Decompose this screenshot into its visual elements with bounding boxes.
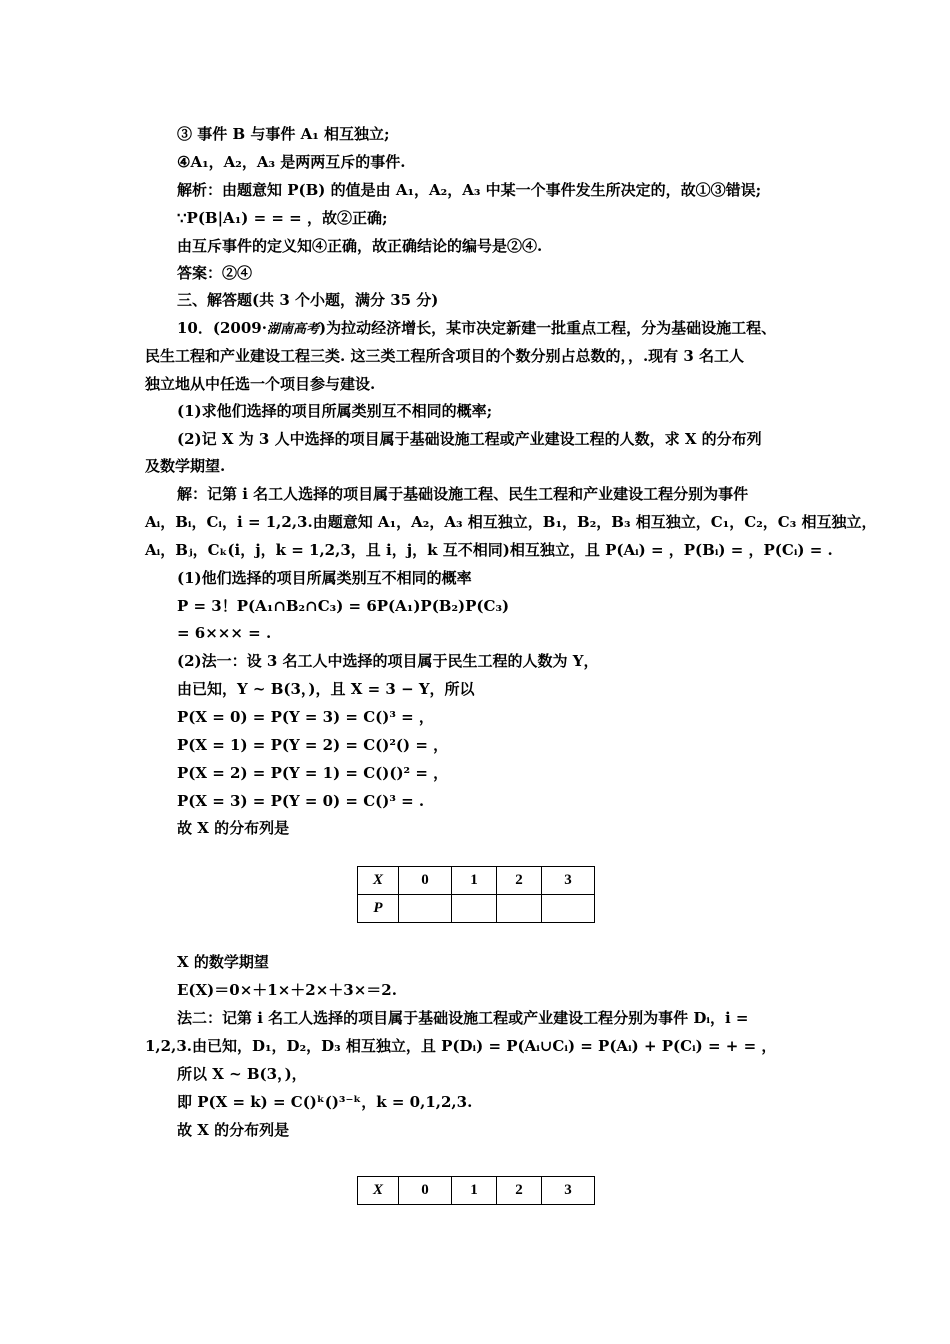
text-line: ∵P(B|A₁) = = = ，故②正确; [177, 209, 388, 227]
problem-10-first-line [177, 318, 776, 340]
text-line: 所以 X ~ B(3，)， [177, 1065, 307, 1083]
text-line: X 的数学期望 [177, 953, 269, 971]
table-cell: 1 [452, 1177, 497, 1205]
solution-line: 法二：记第 i 名工人选择的项目属于基础设施工程或产业建设工程分别为事件 Dᵢ，i = [177, 1009, 749, 1027]
distribution-table-1 [357, 866, 595, 923]
formula-line: P(X = 2) = P(Y = 1) = C()()² = ， [177, 764, 449, 782]
formula-line: P = 3！P(A₁∩B₂∩C₃) = 6P(A₁)P(B₂)P(C₃) [177, 597, 510, 615]
text-line: 由已知，Y ~ B(3，)，且 X = 3 − Y，所以 [177, 680, 475, 698]
formula-line: P(X = 0) = P(Y = 3) = C()³ = ， [177, 708, 434, 726]
table-cell: 2 [497, 867, 542, 895]
text-line: 民生工程和产业建设工程三类. 这三类工程所含项目的个数分别占总数的，，.现有 3 名工人 [145, 347, 745, 365]
table-cell [497, 895, 542, 923]
text-line: ④A₁，A₂，A₃ 是两两互斥的事件. [177, 153, 406, 171]
question-2: (2)记 X 为 3 人中选择的项目属于基础设施工程或产业建设工程的人数，求 X 的分布列 [177, 430, 762, 448]
text-line: (2)法一：设 3 名工人中选择的项目属于民生工程的人数为 Y， [177, 652, 599, 670]
table-cell: 2 [497, 1177, 542, 1205]
table-cell: 0 [399, 867, 452, 895]
formula-line: = 6××× = . [177, 624, 272, 642]
formula-line: P(X = 3) = P(Y = 0) = C()³ = . [177, 792, 425, 810]
table-cell: X [358, 1177, 399, 1205]
text-line: 及数学期望. [145, 457, 226, 475]
answer-line: 答案：②④ [177, 264, 253, 282]
question-1: (1)求他们选择的项目所属类别互不相同的概率; [177, 402, 493, 420]
text-line: Aᵢ，Bᵢ，Cᵢ，i = 1,2,3.由题意知 A₁，A₂，A₃ 相互独立，B₁，B₂，B₃ 相互独立，C₁，C₂，C₃ 相互独立， [145, 513, 877, 531]
table-cell: X [358, 867, 399, 895]
text-line: 故 X 的分布列是 [177, 1121, 290, 1139]
table-row [358, 895, 595, 923]
formula-line: E(X)＝0×＋1×＋2×＋3×＝2. [177, 981, 397, 999]
text-line: 故 X 的分布列是 [177, 819, 290, 837]
table-row [358, 867, 595, 895]
table-cell [542, 895, 595, 923]
text-line: 独立地从中任选一个项目参与建设. [145, 375, 376, 393]
table-row [358, 1177, 595, 1205]
section-heading: 三、解答题(共 3 个小题，满分 35 分) [177, 291, 439, 309]
solution-line: 解：记第 i 名工人选择的项目属于基础设施工程、民生工程和产业建设工程分别为事件 [177, 485, 749, 503]
table-cell: 1 [452, 867, 497, 895]
formula-line: P(X = 1) = P(Y = 2) = C()²() = ， [177, 736, 449, 754]
text-line: 1,2,3.由已知，D₁，D₂，D₃ 相互独立，且 P(Dᵢ) = P(Aᵢ∪Cᵢ) = P(Aᵢ) + P(Cᵢ) = + = ， [145, 1037, 777, 1055]
table-cell: 0 [399, 1177, 452, 1205]
text-line: 由互斥事件的定义知④正确，故正确结论的编号是②④. [177, 237, 543, 255]
text-line: Aᵢ，Bⱼ，Cₖ(i，j，k = 1,2,3，且 i，j，k 互不相同)相互独立，且 P(Aᵢ) = ，P(Bᵢ) = ，P(Cᵢ) = . [145, 541, 833, 559]
distribution-table-2 [357, 1176, 595, 1205]
problem-text: )为拉动经济增长，某市决定新建一批重点工程，分为基础设施工程、 [318, 319, 777, 337]
table-cell: P [358, 895, 399, 923]
text-line: 解析：由题意知 P(B) 的值是由 A₁，A₂，A₃ 中某一个事件发生所决定的，故①③错误; [177, 181, 762, 199]
problem-number: 10．(2009· [177, 319, 267, 337]
text-line: ③ 事件 B 与事件 A₁ 相互独立; [177, 125, 390, 143]
table-cell [399, 895, 452, 923]
table-cell: 3 [542, 1177, 595, 1205]
formula-line: 即 P(X = k) = C()ᵏ()³⁻ᵏ，k = 0,1,2,3. [177, 1093, 473, 1111]
table-cell [452, 895, 497, 923]
text-line: (1)他们选择的项目所属类别互不相同的概率 [177, 569, 472, 587]
table-cell: 3 [542, 867, 595, 895]
exam-source-tag: 湖南高考 [266, 322, 319, 337]
